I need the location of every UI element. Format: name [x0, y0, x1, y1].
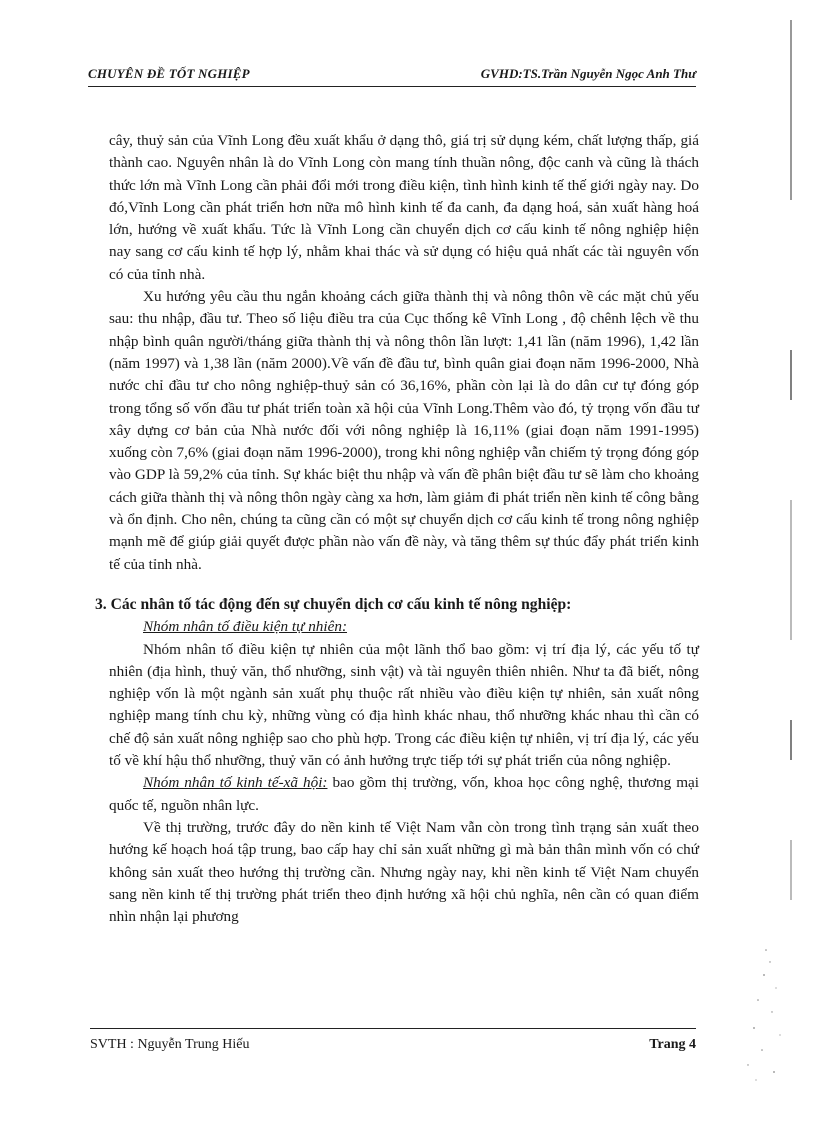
header-left: CHUYÊN ĐỀ TỐT NGHIỆP	[88, 66, 250, 81]
header-right: GVHD:TS.Trần Nguyễn Ngọc Anh Thư	[480, 66, 696, 81]
subsection-heading-1	[109, 616, 699, 638]
scan-noise-corner	[736, 940, 796, 1090]
scan-edge-marks	[790, 20, 792, 1100]
section-heading: 3. Các nhân tố tác động đến sự chuyển dịch cơ cấu kinh tế nông nghiệp:	[95, 595, 572, 613]
paragraph-4: Về thị trường, trước đây do nền kinh tế Việt Nam vẫn còn trong tình trạng sản xuất theo hướng kế hoạch hoá tập trung, bao cấp hay chỉ sản xuất những gì mà bản thân mình vốn có chứ không sản xuất theo hướng thị trường cần. Nhưng ngày nay, khi nền kinh tế Việt Nam chuyển sang nền kinh tế thị trường phát triển theo định hướng xã hội chủ nghĩa, nên cần có quan điểm nhìn nhận lại phương	[109, 818, 699, 926]
subsection-title-2: Nhóm nhân tố kinh tế-xã hội:	[143, 774, 328, 792]
paragraph-3: Nhóm nhân tố điều kiện tự nhiên của một lãnh thổ bao gồm: vị trí địa lý, các yếu tố tự nhiên (địa hình, thuỷ văn, thổ nhưỡng, sinh vật) và tài nguyên thiên nhiên. Như ta đã biết, nông nghiệp vốn là một ngành sản xuất phụ thuộc rất nhiều vào điều kiện tự nhiên, sản xuất nông nghiệp mang tính chu kỳ, những vùng có địa hình khác nhau, thổ nhưỡng khác nhau thì cần có chế độ sản xuất nông nghiệp sao cho phù hợp. Trong các điều kiện tự nhiên, vị trí địa lý, các yếu tố về khí hậu thổ nhưỡng, thuỷ văn có ảnh hưởng trực tiếp tới sự phát triển của nông nghiệp.	[109, 640, 699, 770]
page-body	[95, 130, 699, 928]
paragraph-1: cây, thuỷ sản của Vĩnh Long đều xuất khẩu ở dạng thô, giá trị sử dụng kém, chất lượng thấp, giá thành cao. Nguyên nhân là do Vĩnh Long còn mang tính thuần nông, độc canh và cũng là thách thức lớn mà Vĩnh Long cần phải đổi mới trong điều kiện, tình hình kinh tế thế giới ngày nay. Do đó,Vĩnh Long cần phát triển hơn nữa mô hình kinh tế đa canh, đa dạng hoá, sản xuất hàng hoá lớn, hướng về xuất khẩu. Tức là Vĩnh Long cần chuyển dịch cơ cấu kinh tế nông nghiệp hiện nay sang cơ cấu kinh tế hợp lý, nhằm khai thác và sử dụng có hiệu quả nhất các tài nguyên vốn có của tỉnh nhà.	[109, 132, 699, 283]
subsection-title-1: Nhóm nhân tố điều kiện tự nhiên:	[143, 618, 348, 636]
footer-author: SVTH : Nguyễn Trung Hiếu	[90, 1037, 250, 1052]
footer-page-number: Trang 4	[649, 1037, 696, 1052]
paragraph-subsection-2	[109, 772, 699, 817]
paragraph-2: Xu hướng yêu cầu thu ngắn khoảng cách giữa thành thị và nông thôn về các mặt chủ yếu sau: thu nhập, đầu tư. Theo số liệu điều tra của Cục thống kê Vĩnh Long , độ chênh lệch về thu nhập bình quân người/tháng giữa thành thị và nông thôn lần lượt: 1,41 lần (năm 1996), 1,42 lần (năm 1997) và 1,38 lần (năm 2000).Về vấn đề đầu tư, bình quân giai đoạn năm 1996-2000, Nhà nước chỉ đầu tư cho nông nghiệp-thuỷ sản có 36,16%, phần còn lại là do dân cư tự đóng góp trong tổng số vốn đầu tư phát triển toàn xã hội của Vĩnh Long.Thêm vào đó, tỷ trọng vốn đầu tư xây dựng cơ bản của Nhà nước đối với nông nghiệp là 16,11% (giai đoạn năm 1991-1995) xuống còn 7,6% (giai đoạn năm 1996-2000), trong khi nông nghiệp vẫn chiếm tỷ trọng đóng góp vào GDP là 59,2% của tỉnh. Sự khác biệt thu nhập và vấn đề phân biệt đầu tư sẽ làm cho khoảng cách giữa thành thị và nông thôn ngày càng xa hơn, làm giảm đi phát triển nền kinh tế công bằng và ổn định. Cho nên, chúng ta cũng cần có một sự chuyển dịch cơ cấu kinh tế trong nông nghiệp mạnh mẽ để giúp giải quyết được phần nào vấn đề này, và tăng thêm sự thúc đẩy phát triển kinh tế của tỉnh nhà.	[109, 288, 699, 573]
subsection-text-2: bao gồm thị trường, vốn, khoa học công nghệ, thương mại quốc tế, nguồn nhân lực.	[109, 774, 699, 814]
page-header	[88, 66, 696, 87]
page-footer	[90, 1028, 696, 1053]
